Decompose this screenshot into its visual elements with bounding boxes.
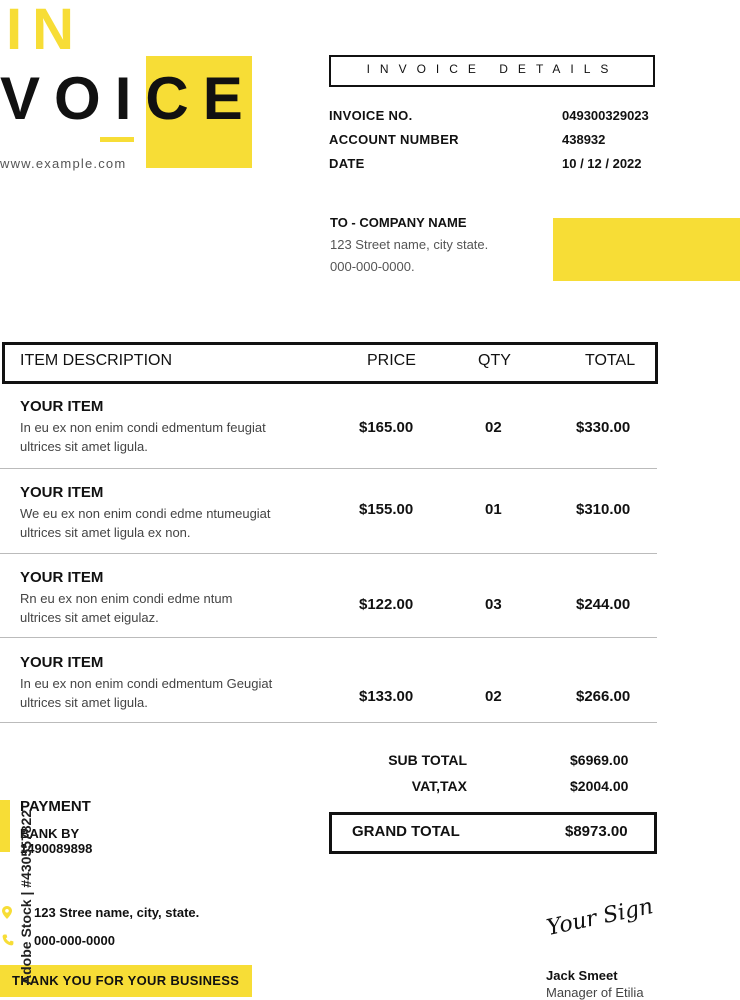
invoice-no-label: INVOICE NO. [329,108,413,123]
item-name: YOUR ITEM [20,484,104,501]
item-total: $310.00 [576,501,631,518]
grand-total-label: GRAND TOTAL [352,823,460,840]
invoice-no-value: 049300329023 [562,108,649,123]
date-label: DATE [329,156,365,171]
header-total: TOTAL [585,352,636,369]
item-description: Rn eu ex non enim condi edme ntum ultrices sit amet eigulaz. [20,591,233,625]
account-number-value: 438932 [562,132,606,147]
item-price: $155.00 [359,501,414,518]
signer-name: Jack Smeet [546,968,618,983]
date-value: 10 / 12 / 2022 [562,156,642,171]
item-description: We eu ex non enim condi edme ntumeugiat ultrices sit amet ligula ex non. [20,506,271,540]
phone-icon [2,933,12,945]
decorative-yellow-rect [553,218,740,281]
bank-number: 1490089898 [20,841,93,856]
item-name: YOUR ITEM [20,398,104,415]
item-qty: 02 [485,688,502,705]
contact-phone: 000-000-0000 [34,933,115,948]
signer-role: Manager of Etilia [546,985,644,1000]
item-total: $244.00 [576,596,631,613]
row-divider [0,722,657,723]
item-price: $133.00 [359,688,414,705]
vat-value: $2004.00 [570,778,629,794]
invoice-details-title: INVOICE DETAILS [366,62,619,76]
subtotal-value: $6969.00 [570,752,629,768]
item-name: YOUR ITEM [20,654,104,671]
row-divider [0,553,657,554]
logo-underline [100,137,134,142]
contact-address: 123 Stree name, city, state. [34,905,200,920]
item-description: In eu ex non enim condi edmentum feugiat ultrices sit amet ligula. [20,420,266,454]
subtotal-label: SUB TOTAL [388,752,467,768]
payment-accent-bar [0,800,10,852]
logo-in-text: IN [6,0,84,62]
thank-you-text: THANK YOU FOR YOUR BUSINESS [12,973,240,988]
bank-label: BANK BY [20,826,80,841]
website-text: www.example.com [0,156,127,171]
header-item-description: ITEM DESCRIPTION [20,352,173,369]
grand-total-value: $8973.00 [565,823,628,840]
vat-label: VAT,TAX [411,778,467,794]
header-price: PRICE [367,352,416,369]
header-qty: QTY [478,352,511,369]
item-total: $330.00 [576,419,631,436]
item-qty: 01 [485,501,502,518]
location-pin-icon [2,906,12,918]
stock-watermark: Adobe Stock | #430557822 [18,809,34,985]
logo-voice-text: VOICE [0,65,257,132]
item-description: In eu ex non enim condi edmentum Geugiat ultrices sit amet ligula. [20,676,273,710]
item-qty: 02 [485,419,502,436]
account-number-label: ACCOUNT NUMBER [329,132,459,147]
recipient-company-label: TO - COMPANY NAME [330,215,467,230]
item-qty: 03 [485,596,502,613]
row-divider [0,637,657,638]
item-price: $122.00 [359,596,414,613]
item-price: $165.00 [359,419,414,436]
row-divider [0,468,657,469]
item-name: YOUR ITEM [20,569,104,586]
recipient-phone: 000-000-0000. [330,259,415,274]
item-total: $266.00 [576,688,631,705]
signature-script: Your Sign [544,894,656,941]
payment-title: PAYMENT [20,798,91,815]
recipient-address: 123 Street name, city state. [330,237,489,252]
